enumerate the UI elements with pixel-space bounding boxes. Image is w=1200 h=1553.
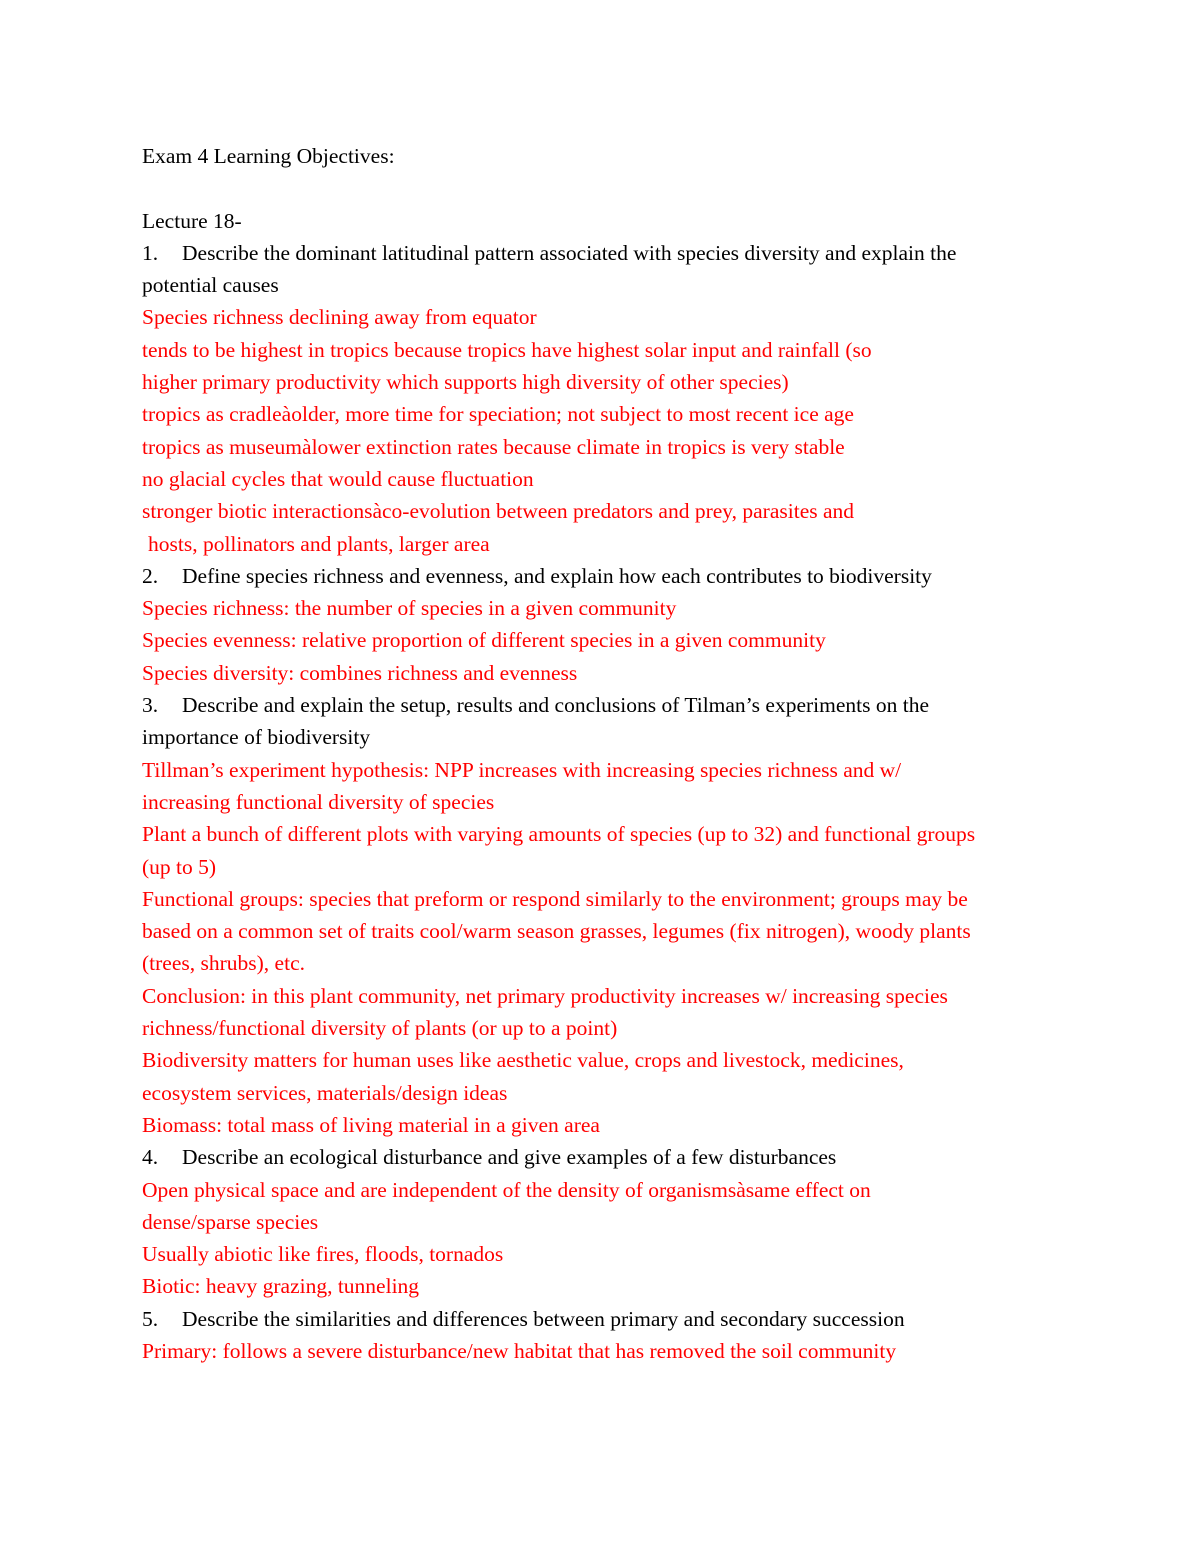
answer-line: increasing functional diversity of species [142,789,495,814]
answer-line: Primary: follows a severe disturbance/new habitat that has removed the soil community [142,1338,897,1363]
answer-line: stronger biotic interactionsàco-evolution between predators and prey, parasites and [142,499,855,524]
answer-line: higher primary productivity which supports high diversity of other species) [142,370,789,395]
question-number: 1. [142,240,159,265]
question-number: 3. [142,693,159,718]
answer-line: tropics as cradleàolder, more time for speciation; not subject to most recent ice age [142,402,854,427]
question-3 [142,689,1072,721]
answer-line: Biotic: heavy grazing, tunneling [142,1274,420,1299]
answer-line: Biomass: total mass of living material in a given area [142,1112,600,1137]
answer-line: Species richness: the number of species in a given community [142,596,677,621]
answer-line: (up to 5) [142,854,217,879]
question-text: Describe an ecological disturbance and give examples of a few disturbances [182,1145,837,1170]
answer-line: richness/functional diversity of plants (or up to a point) [142,1016,618,1041]
answer-line: Open physical space and are independent of the density of organismsàsame effect on [142,1177,871,1202]
answer-line: hosts, pollinators and plants, larger area [148,531,490,556]
document-title: Exam 4 Learning Objectives: [142,144,395,168]
answer-line: ecosystem services, materials/design ideas [142,1080,508,1105]
answer-line: Tillman’s experiment hypothesis: NPP increases with increasing species richness and w/ [142,757,902,782]
answer-line: dense/sparse species [142,1209,319,1234]
answer-line: Conclusion: in this plant community, net primary productivity increases w/ increasing species [142,983,948,1008]
question-text: Describe the similarities and differences between primary and secondary succession [182,1306,905,1331]
answer-line: Species evenness: relative proportion of different species in a given community [142,628,826,653]
lecture-heading: Lecture 18- [142,208,242,233]
question-number: 5. [142,1306,159,1331]
answer-line: Functional groups: species that preform or respond similarly to the environment; groups may be [142,886,968,911]
question-4 [142,1141,1072,1173]
blank-line [142,172,1072,204]
question-1-continued: potential causes [142,273,279,298]
answer-line: Species richness declining away from equator [142,305,537,330]
question-text: Describe and explain the setup, results and conclusions of Tilman’s experiments on the [182,693,929,718]
answer-line: based on a common set of traits cool/warm season grasses, legumes (fix nitrogen), woody plants [142,919,971,944]
question-2 [142,560,1072,592]
answer-line: (trees, shrubs), etc. [142,951,305,976]
answer-line: Species diversity: combines richness and evenness [142,660,578,685]
question-number: 2. [142,563,159,588]
document-page [142,140,1072,1367]
answer-line: tends to be highest in tropics because tropics have highest solar input and rainfall (so [142,337,872,362]
question-3-continued: importance of biodiversity [142,725,371,750]
answer-line: tropics as museumàlower extinction rates because climate in tropics is very stable [142,434,845,459]
answer-line: Biodiversity matters for human uses like aesthetic value, crops and livestock, medicines, [142,1048,904,1073]
answer-line: Usually abiotic like fires, floods, tornados [142,1242,504,1267]
question-1 [142,237,1072,269]
answer-line: no glacial cycles that would cause fluctuation [142,466,534,491]
answer-line: Plant a bunch of different plots with varying amounts of species (up to 32) and functional groups [142,822,976,847]
question-text: Define species richness and evenness, and explain how each contributes to biodiversity [182,563,932,588]
question-text: Describe the dominant latitudinal pattern associated with species diversity and explain the [182,240,957,265]
question-number: 4. [142,1145,159,1170]
question-5 [142,1303,1072,1335]
